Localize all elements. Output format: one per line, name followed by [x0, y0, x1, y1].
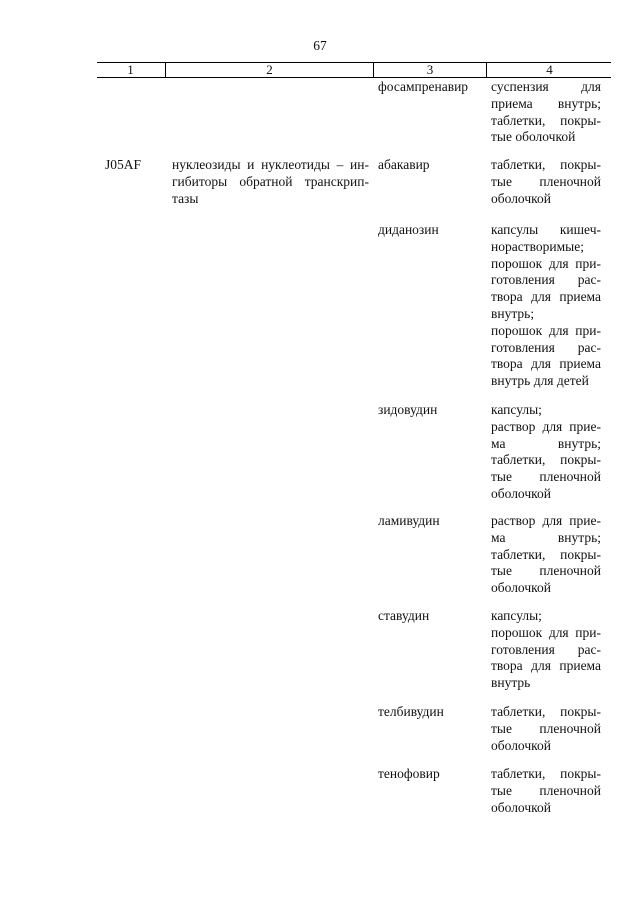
dosage-forms [491, 608, 601, 692]
drug-name: зидовудин [378, 402, 438, 417]
dosage-form-line: тые пленочной [491, 173, 601, 189]
dosage-form-line: твора для приема [491, 658, 601, 674]
dosage-form-line: тые пленочной [491, 720, 601, 736]
dosage-form-line: порошок для при- [491, 322, 601, 338]
drug-name: ламивудин [378, 513, 440, 528]
group-name-line: гибиторы обратной транскрип- [172, 173, 369, 189]
dosage-form-line: тые пленочной [491, 782, 601, 798]
dosage-form-line: таблетки, покры- [491, 766, 601, 781]
dosage-forms [491, 704, 601, 754]
dosage-form-line: суспензия для [491, 79, 601, 94]
drug-name: тенофовир [378, 766, 440, 781]
column-header-4: 4 [486, 63, 612, 77]
group-name [172, 157, 369, 207]
dosage-form-line: твора для приема [491, 289, 601, 305]
dosage-forms [491, 222, 601, 390]
table-header-row [97, 62, 611, 78]
dosage-form-line: таблетки, покры- [491, 452, 601, 468]
drug-name: диданозин [378, 222, 439, 237]
dosage-form-line: капсулы; [491, 402, 542, 417]
dosage-form-line: оболочкой [491, 799, 551, 815]
dosage-forms [491, 79, 601, 146]
dosage-form-line: таблетки, покры- [491, 704, 601, 719]
drug-name: фосампренавир [378, 79, 469, 94]
drug-name: ставудин [378, 608, 430, 623]
dosage-form-line: порошок для при- [491, 624, 601, 640]
dosage-form-line: таблетки, покры- [491, 157, 601, 172]
dosage-form-line: порошок для при- [491, 255, 601, 271]
dosage-form-line: ма внутрь; [491, 435, 601, 451]
dosage-forms [491, 157, 601, 207]
dosage-form-line: готовления рас- [491, 272, 601, 288]
dosage-form-line: тые пленочной [491, 563, 601, 579]
dosage-form-line: таблетки, покры- [491, 112, 601, 128]
column-header-2: 2 [165, 63, 373, 77]
dosage-form-line: оболочкой [491, 580, 551, 596]
group-name-line: тазы [172, 190, 199, 206]
dosage-form-line: раствор для прие- [491, 513, 601, 528]
dosage-forms [491, 402, 601, 503]
group-name-line: нуклеозиды и нуклеотиды – ин- [172, 157, 369, 172]
dosage-form-line: приема внутрь; [491, 95, 601, 111]
dosage-form-line: готовления рас- [491, 641, 601, 657]
dosage-form-line: капсулы; [491, 608, 542, 623]
dosage-form-line: раствор для прие- [491, 418, 601, 434]
dosage-form-line: оболочкой [491, 485, 551, 501]
dosage-form-line: готовления рас- [491, 339, 601, 355]
dosage-form-line: таблетки, покры- [491, 546, 601, 562]
dosage-form-line: внутрь; [491, 305, 535, 321]
drug-name: абакавир [378, 157, 430, 172]
dosage-form-line: внутрь для детей [491, 373, 589, 389]
page-number: 67 [313, 38, 327, 53]
dosage-form-line: капсулы кишеч- [491, 222, 601, 237]
dosage-form-line: тые пленочной [491, 469, 601, 485]
dosage-forms [491, 766, 601, 816]
dosage-form-line: ма внутрь; [491, 529, 601, 545]
dosage-form-line: тые оболочкой [491, 129, 576, 145]
dosage-form-line: норастворимые; [491, 238, 584, 254]
dosage-forms [491, 513, 601, 597]
dosage-form-line: оболочкой [491, 737, 551, 753]
drug-table [97, 62, 611, 815]
column-header-1: 1 [127, 62, 134, 77]
dosage-form-line: внутрь [491, 675, 531, 691]
dosage-form-line: оболочкой [491, 190, 551, 206]
dosage-form-line: твора для приема [491, 356, 601, 372]
atc-code: J05AF [105, 157, 142, 172]
drug-name: телбивудин [378, 704, 444, 719]
column-header-3: 3 [373, 63, 486, 77]
